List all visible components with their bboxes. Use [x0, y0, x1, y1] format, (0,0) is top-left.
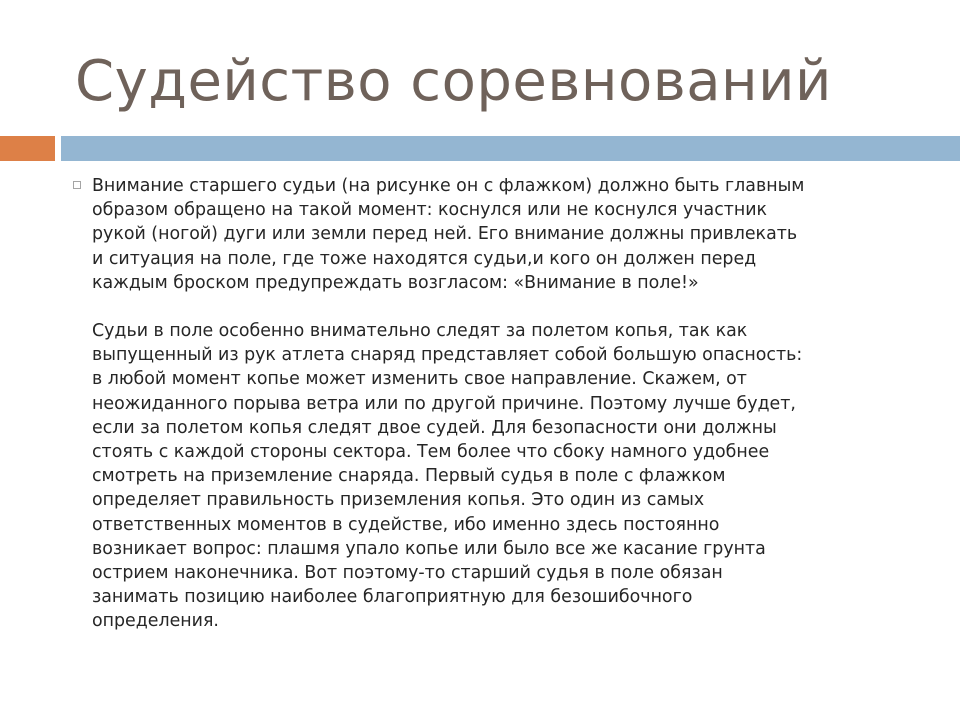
- accent-bar-orange: [0, 136, 55, 161]
- body-paragraph-1: Внимание старшего судьи (на рисунке он с флажком) должно быть главным образом обращено на такой момент: коснулся или не коснулся участник рукой (ногой) дуги или земли перед ней. Его внимание должны привлекать и ситуация на поле, где тоже находятся судьи,и кого он должен перед каждым броском предупреждать возгласом: «Внимание в поле!»: [92, 176, 805, 293]
- body-paragraph-2: Судьи в поле особенно внимательно следят за полетом копья, так как выпущенный из рук атлета снаряд представляет собой большую опасность: в любой момент копье может изменить свое направление. Скажем, от неожиданного порыва ветра или по другой причине. Поэтому лучше будет, если за полетом копья следят двое судей. Для безопасности они должны стоять с каждой стороны сектора. Тем более что сбоку намного удобнее смотреть на приземление снаряда. Первый судья в поле с флажком определяет правильность приземления копья. Это один из самых ответственных моментов в судействе, ибо именно здесь постоянно возникает вопрос: плашмя упало копье или было все же касание грунта острием наконечника. Вот поэтому-то старший судья в поле обязан занимать позицию наиболее благоприятную для безошибочного определения.: [92, 321, 803, 632]
- slide-title: Судейство соревнований: [75, 49, 832, 114]
- square-bullet-icon: [73, 181, 81, 189]
- slide-body: [72, 174, 932, 634]
- accent-bar-blue: [61, 136, 960, 161]
